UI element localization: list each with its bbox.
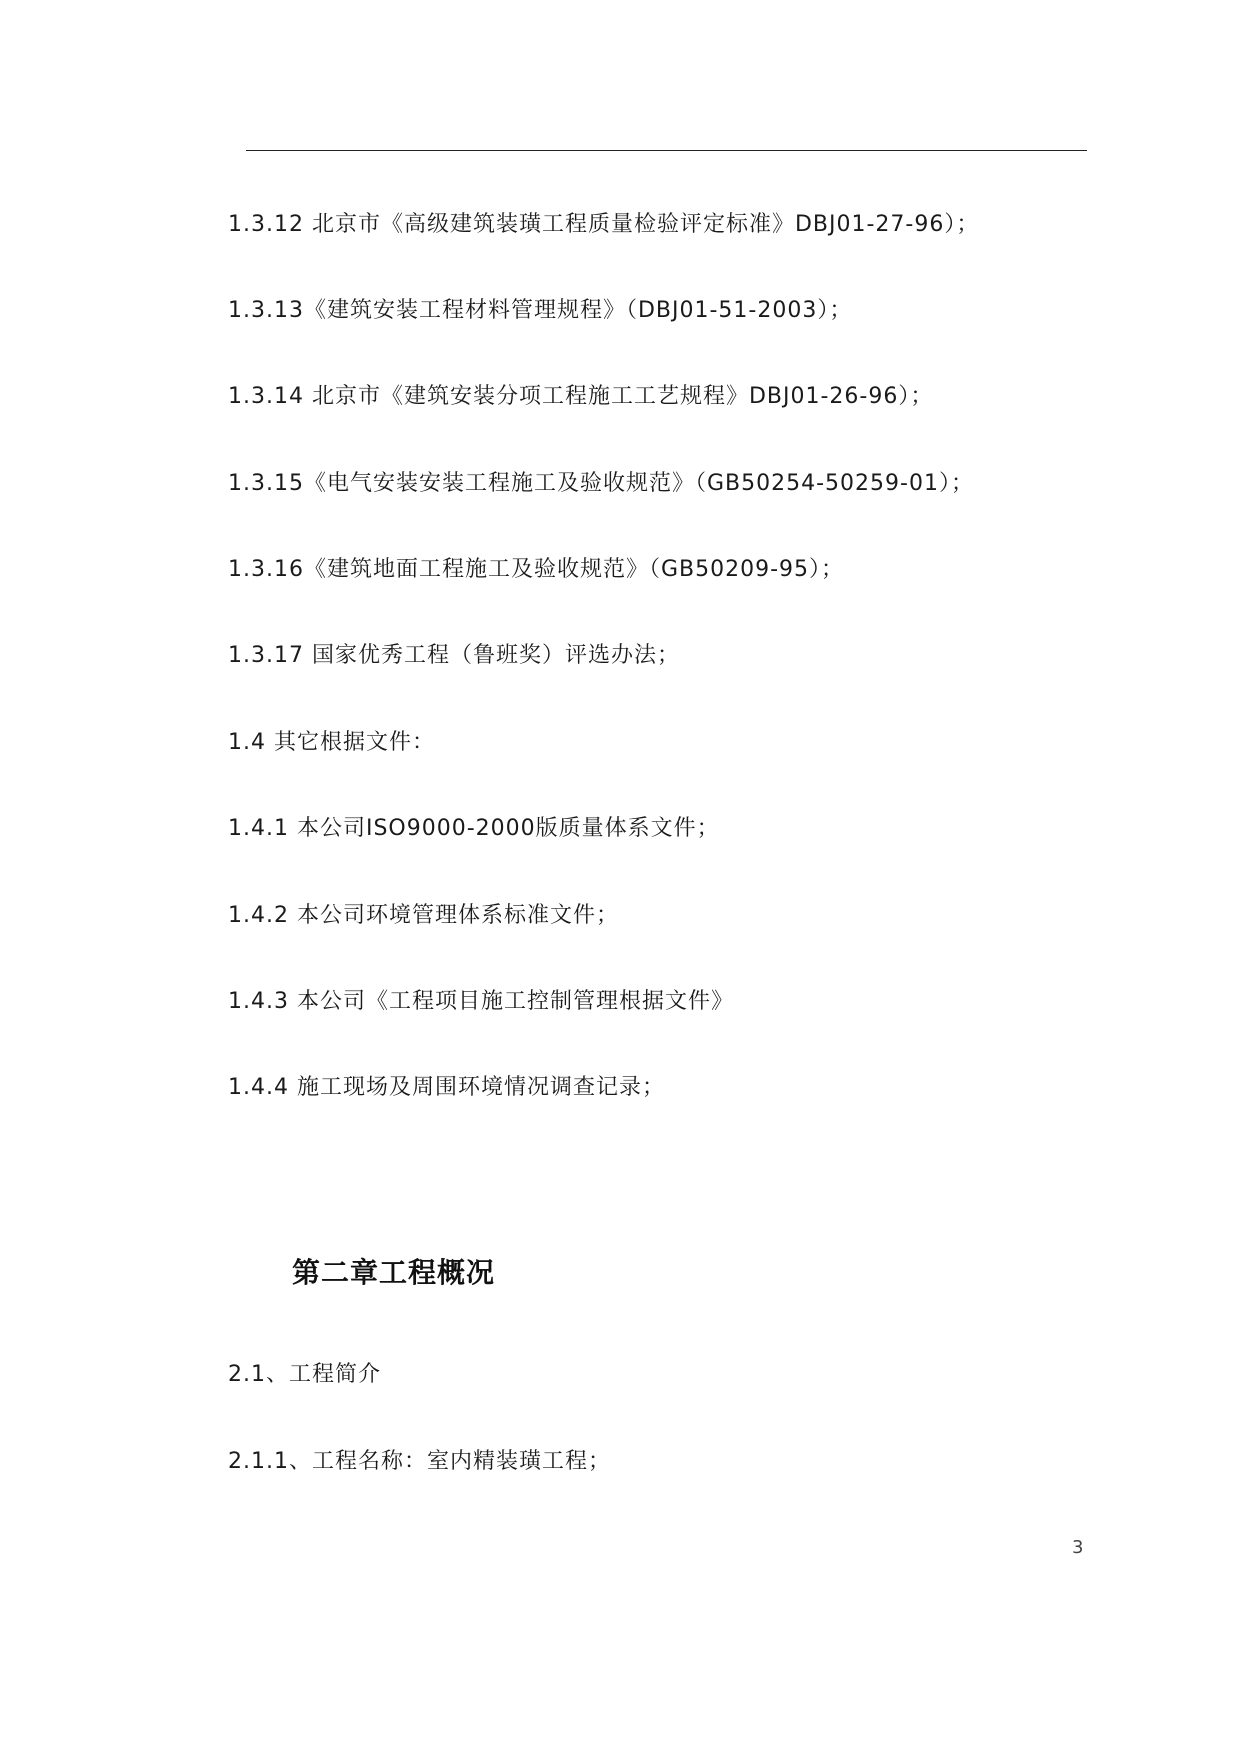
project-name-line: 2.1.1、工程名称：室内精装璜工程； <box>228 1449 611 1474</box>
reference-item-1-4-2: 1.4.2 本公司环境管理体系标准文件； <box>228 903 619 928</box>
page-number: 3 <box>1072 1537 1084 1558</box>
chapter-title: 第二章工程概况 <box>292 1256 496 1289</box>
reference-item-1-3-13: 1.3.13《建筑安装工程材料管理规程》（DBJ01-51-2003）； <box>228 298 853 323</box>
reference-item-1-3-15: 1.3.15《电气安装安装工程施工及验收规范》（GB50254-50259-01）； <box>228 471 974 496</box>
section-heading-1-4: 1.4 其它根据文件： <box>228 730 435 755</box>
header-rule <box>246 150 1087 151</box>
reference-item-1-4-4: 1.4.4 施工现场及周围环境情况调查记录； <box>228 1075 665 1100</box>
section-heading-2-1: 2.1、工程简介 <box>228 1362 381 1387</box>
reference-item-1-3-16: 1.3.16《建筑地面工程施工及验收规范》（GB50209-95）； <box>228 557 845 582</box>
reference-item-1-3-12: 1.3.12 北京市《高级建筑装璜工程质量检验评定标准》DBJ01-27-96）； <box>228 212 980 237</box>
reference-item-1-4-3: 1.4.3 本公司《工程项目施工控制管理根据文件》 <box>228 989 734 1014</box>
reference-item-1-4-1: 1.4.1 本公司ISO9000-2000版质量体系文件； <box>228 816 720 841</box>
reference-item-1-3-14: 1.3.14 北京市《建筑安装分项工程施工工艺规程》DBJ01-26-96）； <box>228 384 934 409</box>
reference-item-1-3-17: 1.3.17 国家优秀工程（鲁班奖）评选办法； <box>228 643 680 668</box>
